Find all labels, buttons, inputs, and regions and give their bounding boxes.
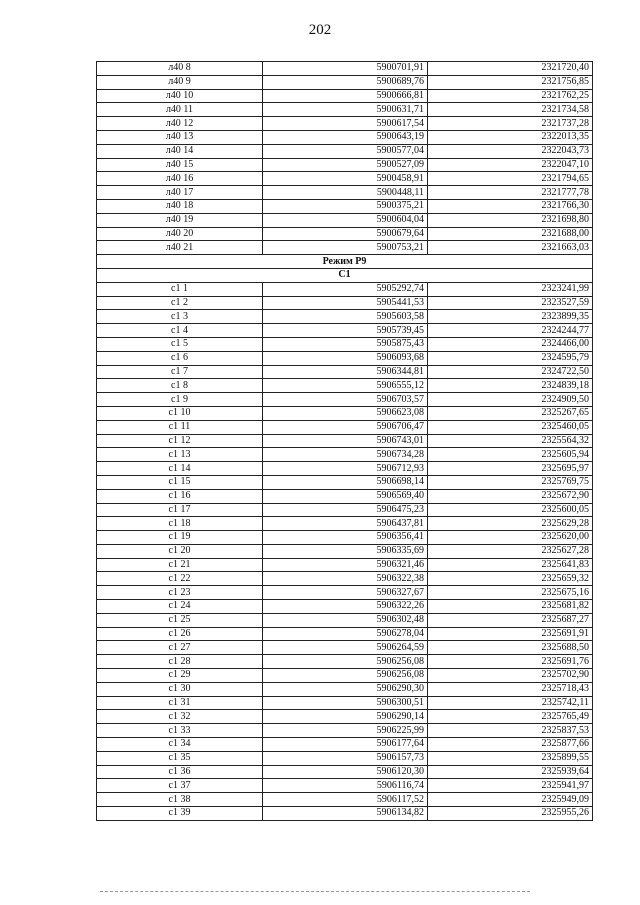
point-name-cell: л40 11 [97,103,263,117]
y-coordinate-cell: 2325941,97 [428,779,593,793]
table-section-a [97,62,593,255]
y-coordinate-cell: 2325742,11 [428,696,593,710]
table-row [97,89,593,103]
x-coordinate-cell: 5906134,82 [263,807,428,821]
x-coordinate-cell: 5900666,81 [263,89,428,103]
table-row [97,186,593,200]
y-coordinate-cell: 2325691,91 [428,627,593,641]
table-row [97,282,593,296]
x-coordinate-cell: 5906278,04 [263,627,428,641]
y-coordinate-cell: 2321762,25 [428,89,593,103]
y-coordinate-cell: 2325600,05 [428,503,593,517]
table-row [97,75,593,89]
table-row [97,379,593,393]
x-coordinate-cell: 5906290,14 [263,710,428,724]
x-coordinate-cell: 5906290,30 [263,682,428,696]
table-row [97,227,593,241]
table-row [97,807,593,821]
y-coordinate-cell: 2321698,80 [428,213,593,227]
point-name-cell: с1 22 [97,572,263,586]
point-name-cell: с1 6 [97,351,263,365]
x-coordinate-cell: 5906335,69 [263,544,428,558]
point-name-cell: с1 28 [97,655,263,669]
x-coordinate-cell: 5906703,57 [263,393,428,407]
table-row [97,213,593,227]
x-coordinate-cell: 5900458,91 [263,172,428,186]
y-coordinate-cell: 2325267,65 [428,406,593,420]
point-name-cell: с1 23 [97,586,263,600]
point-name-cell: с1 21 [97,558,263,572]
table-row [97,627,593,641]
point-name-cell: с1 20 [97,544,263,558]
y-coordinate-cell: 2321794,65 [428,172,593,186]
table-row [97,462,593,476]
point-name-cell: с1 4 [97,324,263,338]
y-coordinate-cell: 2323527,59 [428,296,593,310]
table-row [97,324,593,338]
coordinates-table [96,61,593,821]
point-name-cell: с1 32 [97,710,263,724]
table-row [97,337,593,351]
y-coordinate-cell: 2324722,50 [428,365,593,379]
table-row [97,613,593,627]
table-row [97,489,593,503]
y-coordinate-cell: 2325627,28 [428,544,593,558]
point-name-cell: с1 2 [97,296,263,310]
y-coordinate-cell: 2322013,35 [428,130,593,144]
y-coordinate-cell: 2322043,73 [428,144,593,158]
y-coordinate-cell: 2324244,77 [428,324,593,338]
x-coordinate-cell: 5906225,99 [263,724,428,738]
table-row [97,751,593,765]
point-name-cell: с1 33 [97,724,263,738]
y-coordinate-cell: 2325564,32 [428,434,593,448]
table-row [97,144,593,158]
table-row [97,696,593,710]
table-row [97,558,593,572]
x-coordinate-cell: 5900577,04 [263,144,428,158]
point-name-cell: л40 9 [97,75,263,89]
table-row [97,793,593,807]
x-coordinate-cell: 5906712,93 [263,462,428,476]
table-row [97,544,593,558]
point-name-cell: с1 9 [97,393,263,407]
point-name-cell: с1 1 [97,282,263,296]
x-coordinate-cell: 5906264,59 [263,641,428,655]
table-row [97,572,593,586]
y-coordinate-cell: 2323241,99 [428,282,593,296]
x-coordinate-cell: 5906302,48 [263,613,428,627]
point-name-cell: с1 26 [97,627,263,641]
point-name-cell: л40 20 [97,227,263,241]
x-coordinate-cell: 5906743,01 [263,434,428,448]
x-coordinate-cell: 5906356,41 [263,531,428,545]
x-coordinate-cell: 5906256,08 [263,669,428,683]
x-coordinate-cell: 5906475,23 [263,503,428,517]
table-row [97,517,593,531]
y-coordinate-cell: 2321720,40 [428,62,593,76]
point-name-cell: л40 18 [97,199,263,213]
point-name-cell: с1 24 [97,600,263,614]
x-coordinate-cell: 5900375,21 [263,199,428,213]
y-coordinate-cell: 2325837,53 [428,724,593,738]
point-name-cell: л40 12 [97,117,263,131]
table-row [97,406,593,420]
x-coordinate-cell: 5906623,08 [263,406,428,420]
y-coordinate-cell: 2321737,28 [428,117,593,131]
x-coordinate-cell: 5906569,40 [263,489,428,503]
y-coordinate-cell: 2325949,09 [428,793,593,807]
subsection-title: С1 [97,268,593,282]
point-name-cell: с1 34 [97,738,263,752]
x-coordinate-cell: 5906344,81 [263,365,428,379]
point-name-cell: л40 14 [97,144,263,158]
x-coordinate-cell: 5906117,52 [263,793,428,807]
table-row [97,62,593,76]
y-coordinate-cell: 2321766,30 [428,199,593,213]
x-coordinate-cell: 5900448,11 [263,186,428,200]
table-row [97,779,593,793]
x-coordinate-cell: 5906116,74 [263,779,428,793]
table-row [97,420,593,434]
point-name-cell: с1 3 [97,310,263,324]
table-row [97,655,593,669]
x-coordinate-cell: 5906322,26 [263,600,428,614]
x-coordinate-cell: 5900604,04 [263,213,428,227]
x-coordinate-cell: 5905739,45 [263,324,428,338]
point-name-cell: с1 36 [97,765,263,779]
x-coordinate-cell: 5905875,43 [263,337,428,351]
x-coordinate-cell: 5905603,58 [263,310,428,324]
x-coordinate-cell: 5900689,76 [263,75,428,89]
point-name-cell: с1 29 [97,669,263,683]
y-coordinate-cell: 2325688,50 [428,641,593,655]
table-row [97,434,593,448]
point-name-cell: с1 12 [97,434,263,448]
x-coordinate-cell: 5900643,19 [263,130,428,144]
y-coordinate-cell: 2321756,85 [428,75,593,89]
table-row [97,172,593,186]
point-name-cell: с1 39 [97,807,263,821]
x-coordinate-cell: 5900527,09 [263,158,428,172]
table-row [97,586,593,600]
table-row [97,724,593,738]
point-name-cell: с1 25 [97,613,263,627]
subsection-title-row [97,268,593,282]
x-coordinate-cell: 5906256,08 [263,655,428,669]
point-name-cell: с1 35 [97,751,263,765]
x-coordinate-cell: 5906555,12 [263,379,428,393]
point-name-cell: л40 13 [97,130,263,144]
y-coordinate-cell: 2322047,10 [428,158,593,172]
point-name-cell: с1 11 [97,420,263,434]
point-name-cell: с1 31 [97,696,263,710]
table-row [97,241,593,255]
point-name-cell: с1 8 [97,379,263,393]
table-section-header [97,255,593,283]
point-name-cell: с1 38 [97,793,263,807]
y-coordinate-cell: 2325899,55 [428,751,593,765]
table-row [97,503,593,517]
y-coordinate-cell: 2325695,97 [428,462,593,476]
x-coordinate-cell: 5900617,54 [263,117,428,131]
y-coordinate-cell: 2321777,78 [428,186,593,200]
point-name-cell: с1 15 [97,475,263,489]
y-coordinate-cell: 2324595,79 [428,351,593,365]
table-row [97,393,593,407]
point-name-cell: с1 5 [97,337,263,351]
x-coordinate-cell: 5906734,28 [263,448,428,462]
section-title: Режим Р9 [97,255,593,269]
x-coordinate-cell: 5900631,71 [263,103,428,117]
y-coordinate-cell: 2324466,00 [428,337,593,351]
point-name-cell: с1 19 [97,531,263,545]
y-coordinate-cell: 2324909,50 [428,393,593,407]
y-coordinate-cell: 2325769,75 [428,475,593,489]
x-coordinate-cell: 5900679,64 [263,227,428,241]
y-coordinate-cell: 2325620,00 [428,531,593,545]
y-coordinate-cell: 2325641,83 [428,558,593,572]
y-coordinate-cell: 2325687,27 [428,613,593,627]
point-name-cell: л40 15 [97,158,263,172]
y-coordinate-cell: 2325629,28 [428,517,593,531]
x-coordinate-cell: 5906177,64 [263,738,428,752]
y-coordinate-cell: 2325718,43 [428,682,593,696]
table-row [97,531,593,545]
y-coordinate-cell: 2325877,66 [428,738,593,752]
table-row [97,103,593,117]
y-coordinate-cell: 2325675,16 [428,586,593,600]
table-row [97,199,593,213]
point-name-cell: с1 16 [97,489,263,503]
table-row [97,158,593,172]
x-coordinate-cell: 5906120,30 [263,765,428,779]
point-name-cell: л40 8 [97,62,263,76]
page-number: 202 [308,22,332,38]
y-coordinate-cell: 2325955,26 [428,807,593,821]
section-title-row [97,255,593,269]
x-coordinate-cell: 5906157,73 [263,751,428,765]
point-name-cell: с1 27 [97,641,263,655]
y-coordinate-cell: 2325681,82 [428,600,593,614]
point-name-cell: с1 14 [97,462,263,476]
y-coordinate-cell: 2324839,18 [428,379,593,393]
table-row [97,738,593,752]
point-name-cell: с1 13 [97,448,263,462]
table-section-b [97,282,593,820]
x-coordinate-cell: 5905441,53 [263,296,428,310]
point-name-cell: с1 37 [97,779,263,793]
y-coordinate-cell: 2325659,32 [428,572,593,586]
y-coordinate-cell: 2325672,90 [428,489,593,503]
table-row [97,710,593,724]
y-coordinate-cell: 2321688,00 [428,227,593,241]
point-name-cell: с1 30 [97,682,263,696]
table-row [97,641,593,655]
table-row [97,669,593,683]
table-row [97,351,593,365]
table-row [97,296,593,310]
point-name-cell: л40 16 [97,172,263,186]
point-name-cell: л40 17 [97,186,263,200]
x-coordinate-cell: 5906321,46 [263,558,428,572]
x-coordinate-cell: 5900753,21 [263,241,428,255]
y-coordinate-cell: 2325765,49 [428,710,593,724]
x-coordinate-cell: 5906093,68 [263,351,428,365]
footer-rule [100,891,530,893]
x-coordinate-cell: 5906327,67 [263,586,428,600]
x-coordinate-cell: 5906698,14 [263,475,428,489]
y-coordinate-cell: 2325460,05 [428,420,593,434]
table-row [97,310,593,324]
point-name-cell: л40 19 [97,213,263,227]
table-row [97,365,593,379]
x-coordinate-cell: 5900701,91 [263,62,428,76]
table-row [97,448,593,462]
point-name-cell: с1 17 [97,503,263,517]
y-coordinate-cell: 2321663,03 [428,241,593,255]
y-coordinate-cell: 2325691,76 [428,655,593,669]
x-coordinate-cell: 5906322,38 [263,572,428,586]
table-row [97,475,593,489]
x-coordinate-cell: 5906437,81 [263,517,428,531]
table-row [97,130,593,144]
x-coordinate-cell: 5906706,47 [263,420,428,434]
point-name-cell: л40 21 [97,241,263,255]
y-coordinate-cell: 2325939,64 [428,765,593,779]
point-name-cell: с1 10 [97,406,263,420]
table-row [97,682,593,696]
y-coordinate-cell: 2323899,35 [428,310,593,324]
x-coordinate-cell: 5905292,74 [263,282,428,296]
x-coordinate-cell: 5906300,51 [263,696,428,710]
y-coordinate-cell: 2325605,94 [428,448,593,462]
point-name-cell: л40 10 [97,89,263,103]
y-coordinate-cell: 2325702,90 [428,669,593,683]
y-coordinate-cell: 2321734,58 [428,103,593,117]
point-name-cell: с1 7 [97,365,263,379]
table-row [97,117,593,131]
point-name-cell: с1 18 [97,517,263,531]
table-row [97,600,593,614]
table-row [97,765,593,779]
